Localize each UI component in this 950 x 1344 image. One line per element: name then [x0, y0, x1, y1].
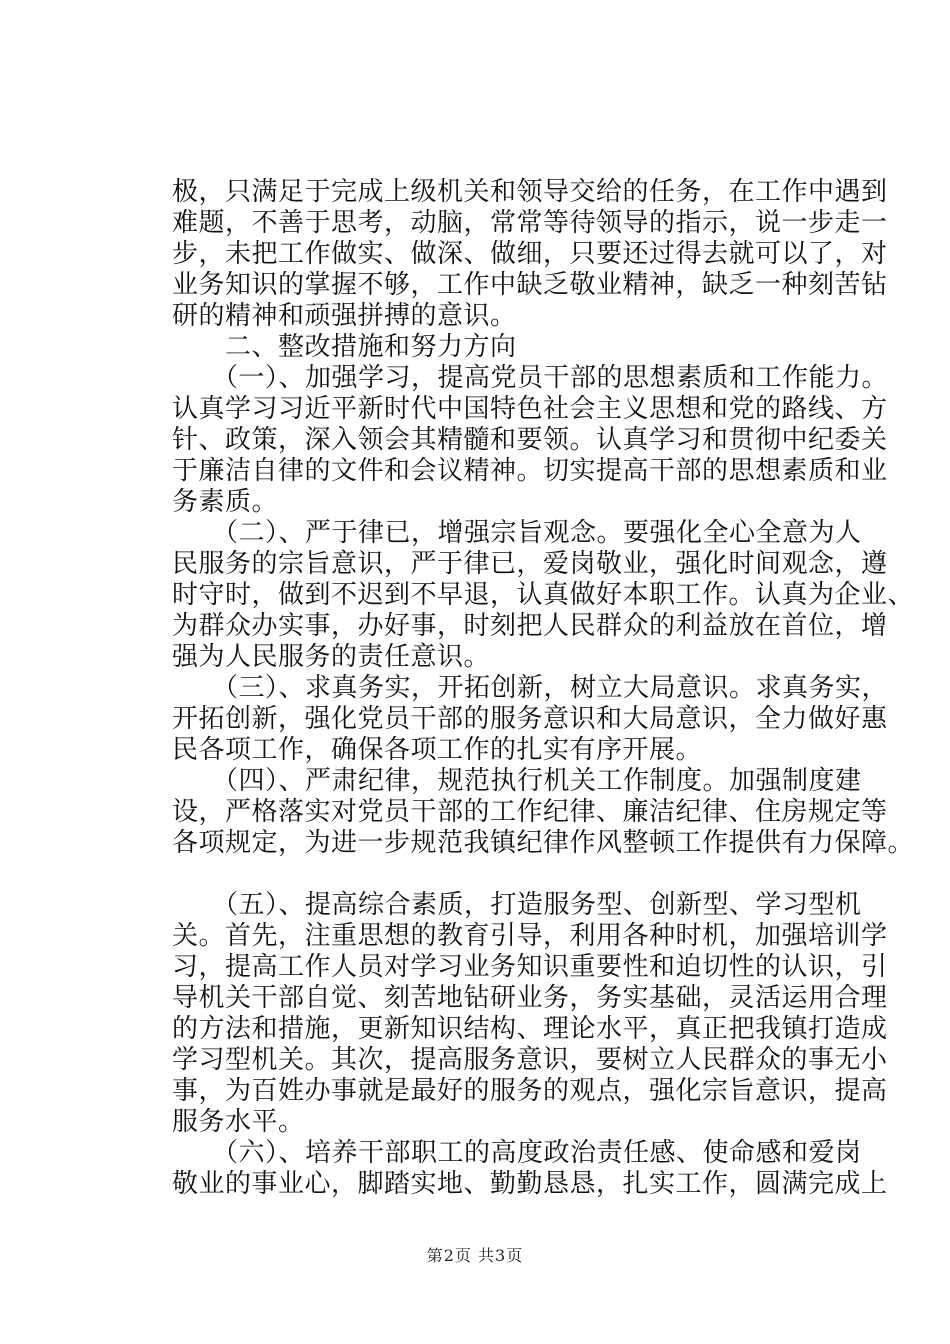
blank-line — [172, 859, 852, 890]
text-line: （二）、严于律已，增强宗旨观念。要强化全心全意为人 — [172, 518, 862, 548]
text-line: 服务水平。 — [172, 1107, 305, 1137]
text-line: 研的精神和顽强拼搏的意识。 — [172, 301, 517, 331]
text-line: （六）、培养干部职工的高度政治责任感、使命感和爱岗 — [172, 1138, 862, 1168]
section-heading: 二、整改措施和努力方向 — [172, 332, 517, 362]
text-line: 习，提高工作人员对学习业务知识重要性和迫切性的认识，引 — [172, 952, 888, 982]
text-line: 的方法和措施，更新知识结构、理论水平，真正把我镇打造成 — [172, 1014, 888, 1044]
text-line: 民各项工作，确保各项工作的扎实有序开展。 — [172, 735, 703, 765]
text-line: 业务知识的掌握不够，工作中缺乏敬业精神，缺乏一种刻苦钻 — [172, 270, 888, 300]
page-number-footer: 第2页 共3页 — [426, 1246, 524, 1265]
text-line: 认真学习习近平新时代中国特色社会主义思想和党的路线、方 — [172, 394, 888, 424]
text-line: 极，只满足于完成上级机关和领导交给的任务，在工作中遇到 — [172, 177, 888, 207]
text-line: 设，严格落实对党员干部的工作纪律、廉洁纪律、住房规定等 — [172, 797, 888, 827]
text-line: 学习型机关。其次，提高服务意识，要树立人民群众的事无小 — [172, 1045, 888, 1075]
text-line: 务素质。 — [172, 487, 279, 517]
text-line: 针、政策，深入领会其精髓和要领。认真学习和贯彻中纪委关 — [172, 425, 888, 455]
text-line: 强为人民服务的责任意识。 — [172, 642, 491, 672]
document-body — [172, 177, 915, 1200]
text-line: 难题，不善于思考，动脑，常常等待领导的指示，说一步走一 — [172, 208, 888, 238]
text-line: 导机关干部自觉、刻苦地钻研业务，务实基础，灵活运用合理 — [172, 983, 888, 1013]
text-line: 民服务的宗旨意识，严于律已，爱岗敬业，强化时间观念，遵 — [172, 549, 888, 579]
text-line: 于廉洁自律的文件和会议精神。切实提高干部的思想素质和业 — [172, 456, 888, 486]
text-line: 关。首先，注重思想的教育引导，利用各种时机，加强培训学 — [172, 921, 888, 951]
text-line: （一）、加强学习，提高党员干部的思想素质和工作能力。 — [172, 363, 889, 393]
text-line: （五）、提高综合素质，打造服务型、创新型、学习型机 — [172, 890, 862, 920]
text-line: 事，为百姓办事就是最好的服务的观点，强化宗旨意识，提高 — [172, 1076, 888, 1106]
text-line: 为群众办实事，办好事，时刻把人民群众的利益放在首位，增 — [172, 611, 888, 641]
text-line: 各项规定，为进一步规范我镇纪律作风整顿工作提供有力保障。 — [172, 828, 915, 858]
text-line: 敬业的事业心，脚踏实地、勤勤恳恳，扎实工作，圆满完成上 — [172, 1169, 888, 1199]
text-line: 步，未把工作做实、做深、做细，只要还过得去就可以了，对 — [172, 239, 888, 269]
text-line: 时守时，做到不迟到不早退，认真做好本职工作。认真为企业、 — [172, 580, 915, 610]
text-line: （四）、严肃纪律，规范执行机关工作制度。加强制度建 — [172, 766, 862, 796]
text-line: （三）、求真务实，开拓创新，树立大局意识。求真务实， — [172, 673, 889, 703]
text-line: 开拓创新，强化党员干部的服务意识和大局意识，全力做好惠 — [172, 704, 888, 734]
